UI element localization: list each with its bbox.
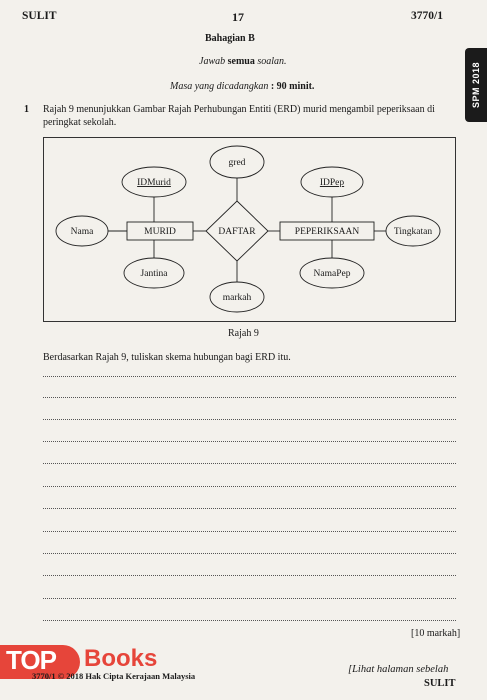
label-jantina: Jantina <box>140 269 168 279</box>
answer-line[interactable] <box>43 441 456 442</box>
label-peperiksaan: PEPERIKSAAN <box>294 227 360 237</box>
next-page-note: [Lihat halaman sebelah <box>348 664 449 675</box>
figure-caption: Rajah 9 <box>228 328 259 339</box>
answer-line[interactable] <box>43 575 456 576</box>
paper-code: 3770/1 <box>411 10 443 22</box>
answer-line[interactable] <box>43 620 456 621</box>
answer-line[interactable] <box>43 486 456 487</box>
logo-books-text: Books <box>84 645 158 672</box>
label-gred: gred <box>228 158 246 168</box>
label-idmurid: IDMurid <box>137 178 171 188</box>
label-markah: markah <box>222 293 252 303</box>
logo-top-text: TOP <box>6 645 56 675</box>
instruction-suffix: soalan. <box>257 56 287 67</box>
answer-line[interactable] <box>43 463 456 464</box>
question-prompt: Berdasarkan Rajah 9, tuliskan skema hubungan bagi ERD itu. <box>43 352 291 363</box>
copyright: 3770/1 © 2018 Hak Cipta Kerajaan Malaysia <box>32 671 196 681</box>
marks-note: [10 markah] <box>411 628 461 639</box>
page-number: 17 <box>232 10 244 24</box>
label-daftar: DAFTAR <box>218 227 256 237</box>
header-sulit: SULIT <box>22 10 57 22</box>
time-note <box>170 80 314 93</box>
erd-diagram <box>43 137 456 322</box>
answer-line[interactable] <box>43 598 456 599</box>
label-tingkatan: Tingkatan <box>393 227 433 237</box>
time-prefix: Masa yang dicadangkan <box>170 81 269 92</box>
label-idpep: IDPep <box>319 178 345 188</box>
answer-line[interactable] <box>43 376 456 377</box>
side-tab <box>465 48 487 122</box>
label-murid: MURID <box>144 227 176 237</box>
question-number: 1 <box>24 104 29 115</box>
answer-line[interactable] <box>43 397 456 398</box>
side-tab-label: SPM 2018 <box>471 61 481 109</box>
section-title: Bahagian B <box>205 33 255 44</box>
time-value: : 90 minit. <box>270 81 315 92</box>
footer-sulit: SULIT <box>424 678 456 689</box>
label-nama: Nama <box>70 227 94 237</box>
answer-line[interactable] <box>43 531 456 532</box>
section-instruction <box>199 55 287 68</box>
label-namapep: NamaPep <box>313 269 351 279</box>
answer-line[interactable] <box>43 553 456 554</box>
question-text: Rajah 9 menunjukkan Gambar Rajah Perhubungan Entiti (ERD) murid mengambil peperiksaan di peringkat sekolah. <box>43 104 435 128</box>
erd-svg <box>44 138 457 323</box>
instruction-bold: semua <box>227 56 255 67</box>
instruction-prefix: Jawab <box>199 56 226 67</box>
answer-line[interactable] <box>43 508 456 509</box>
answer-line[interactable] <box>43 419 456 420</box>
